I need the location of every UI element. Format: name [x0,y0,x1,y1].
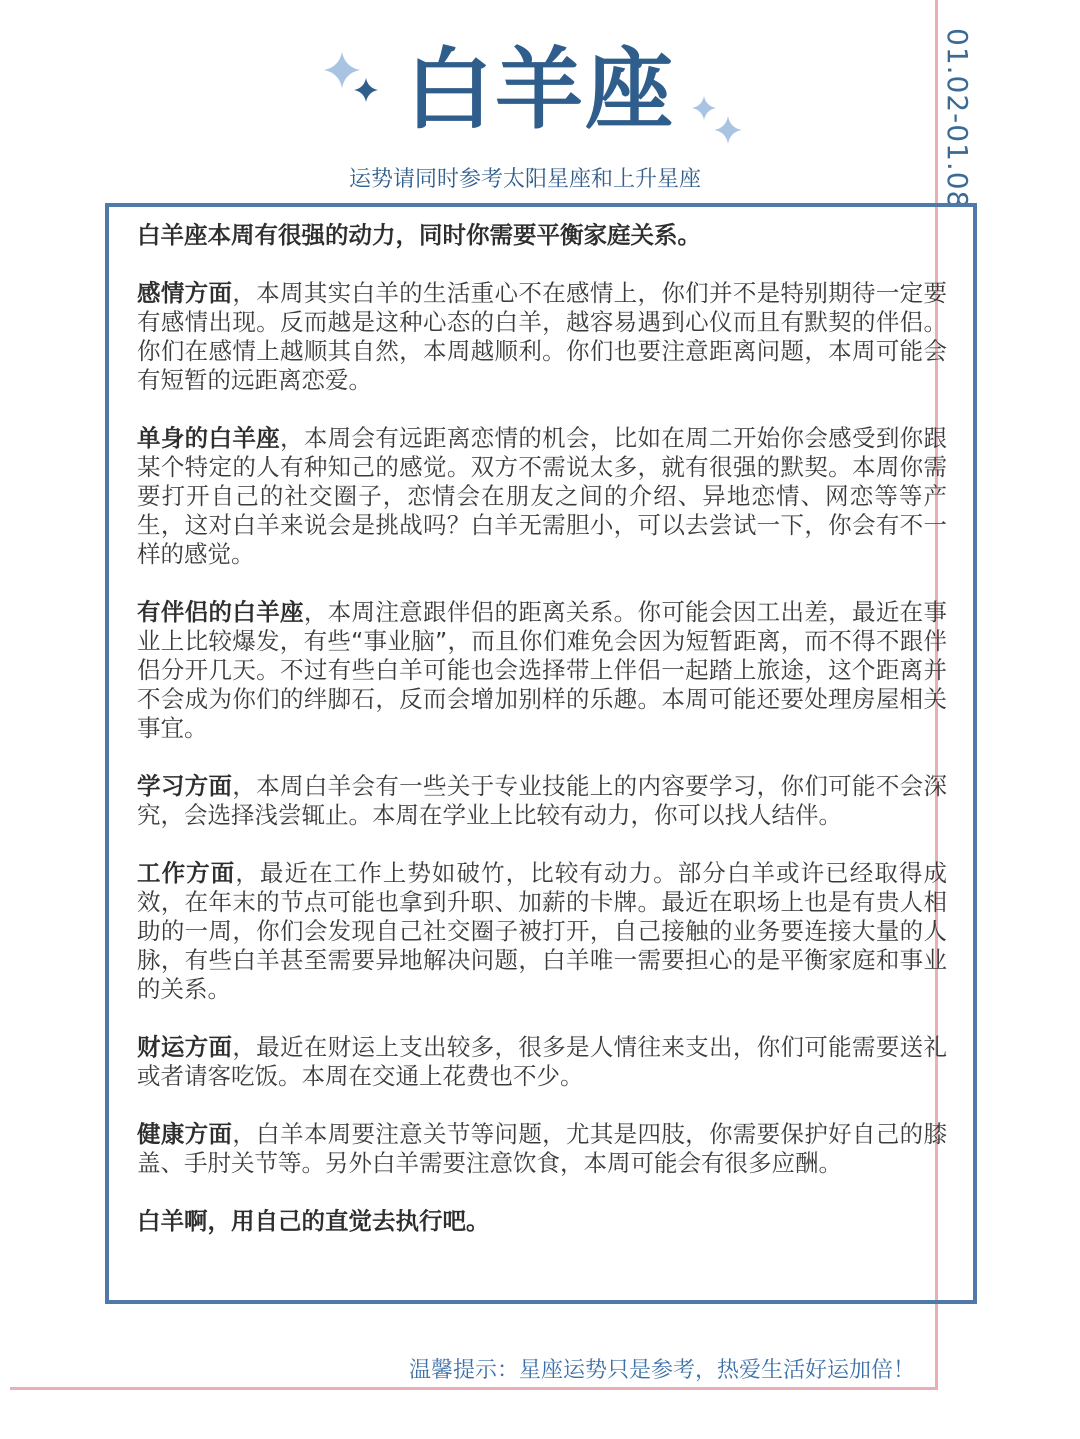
sparkle-icon [322,50,382,110]
section-love [137,279,947,395]
footer-tip: 温馨提示：星座运势只是参考，热爱生活好运加倍！ [408,1358,915,1383]
section-heading: 有伴侣的白羊座 [137,598,304,626]
subtitle: 运势请同时参考太阳星座和上升星座 [348,167,701,192]
section-text: ，最近在财运上支出较多，很多是人情往来支出，你们可能需要送礼或者请客吃饭。本周在交通上花费也不少。 [137,1033,948,1090]
section-heading: 健康方面 [137,1120,233,1148]
section-heading: 单身的白羊座 [137,424,280,452]
section-heading: 感情方面 [137,279,233,307]
intro-paragraph: 白羊座本周有很强的动力，同时你需要平衡家庭关系。 [137,221,701,249]
section-text: ，本周注意跟伴侣的距离关系。你可能会因工出差，最近在事业上比较爆发，有些“事业脑”，而且你们难免会因为短暂距离，而不得不跟伴侣分开几天。不过有些白羊可能也会选择带上伴侣一起踏上旅途，这个距离并不会成为你们的绊脚石，反而会增加别样的乐趣。本周可能还要处理房屋相关事宜。 [137,598,948,742]
section-health [137,1120,947,1178]
section-partnered [137,598,947,743]
section-text: ，本周其实白羊的生活重心不在感情上，你们并不是特别期待一定要有感情出现。反而越是这种心态的白羊，越容易遇到心仪而且有默契的伴侣。你们在感情上越顺其自然，本周越顺利。你们也要注意距离问题，本周可能会有短暂的远距离恋爱。 [137,279,948,394]
section-study [137,772,947,830]
section-text: ，本周白羊会有一些关于专业技能上的内容要学习，你们可能不会深究，会选择浅尝辄止。本周在学业上比较有动力，你可以找人结伴。 [137,772,948,829]
section-text: ，本周会有远距离恋情的机会，比如在周二开始你会感受到你跟某个特定的人有种知己的感觉。双方不需说太多，就有很强的默契。本周你需要打开自己的社交圈子，恋情会在朋友之间的介绍、异地恋情、网恋等等产生，这对白羊来说会是挑战吗？白羊无需胆小，可以去尝试一下，你会有不一样的感觉。 [137,424,947,568]
section-work [137,859,947,1004]
section-text: ，最近在工作上势如破竹，比较有动力。部分白羊或许已经取得成效，在年末的节点可能也拿到升职、加薪的卡牌。最近在职场上也是有贵人相助的一周，你们会发现自己社交圈子被打开，自己接触的业务要连接大量的人脉，有些白羊甚至需要异地解决问题，白羊唯一需要担心的是平衡家庭和事业的关系。 [137,859,947,1003]
pink-horizontal-line [10,1387,938,1390]
closing-paragraph: 白羊啊，用自己的直觉去执行吧。 [137,1207,490,1235]
sparkle-icon [690,94,750,154]
section-wealth [137,1033,947,1091]
content-box [105,203,977,1304]
section-heading: 财运方面 [137,1033,233,1061]
section-heading: 学习方面 [137,772,233,800]
page-title: 白羊座 [404,38,675,141]
section-text: ，白羊本周要注意关节等问题，尤其是四肢，你需要保护好自己的膝盖、手肘关节等。另外白羊需要注意饮食，本周可能会有很多应酬。 [137,1120,948,1177]
section-single [137,424,947,569]
section-heading: 工作方面 [137,859,236,887]
date-range: 01.02-01.08 [941,28,974,210]
